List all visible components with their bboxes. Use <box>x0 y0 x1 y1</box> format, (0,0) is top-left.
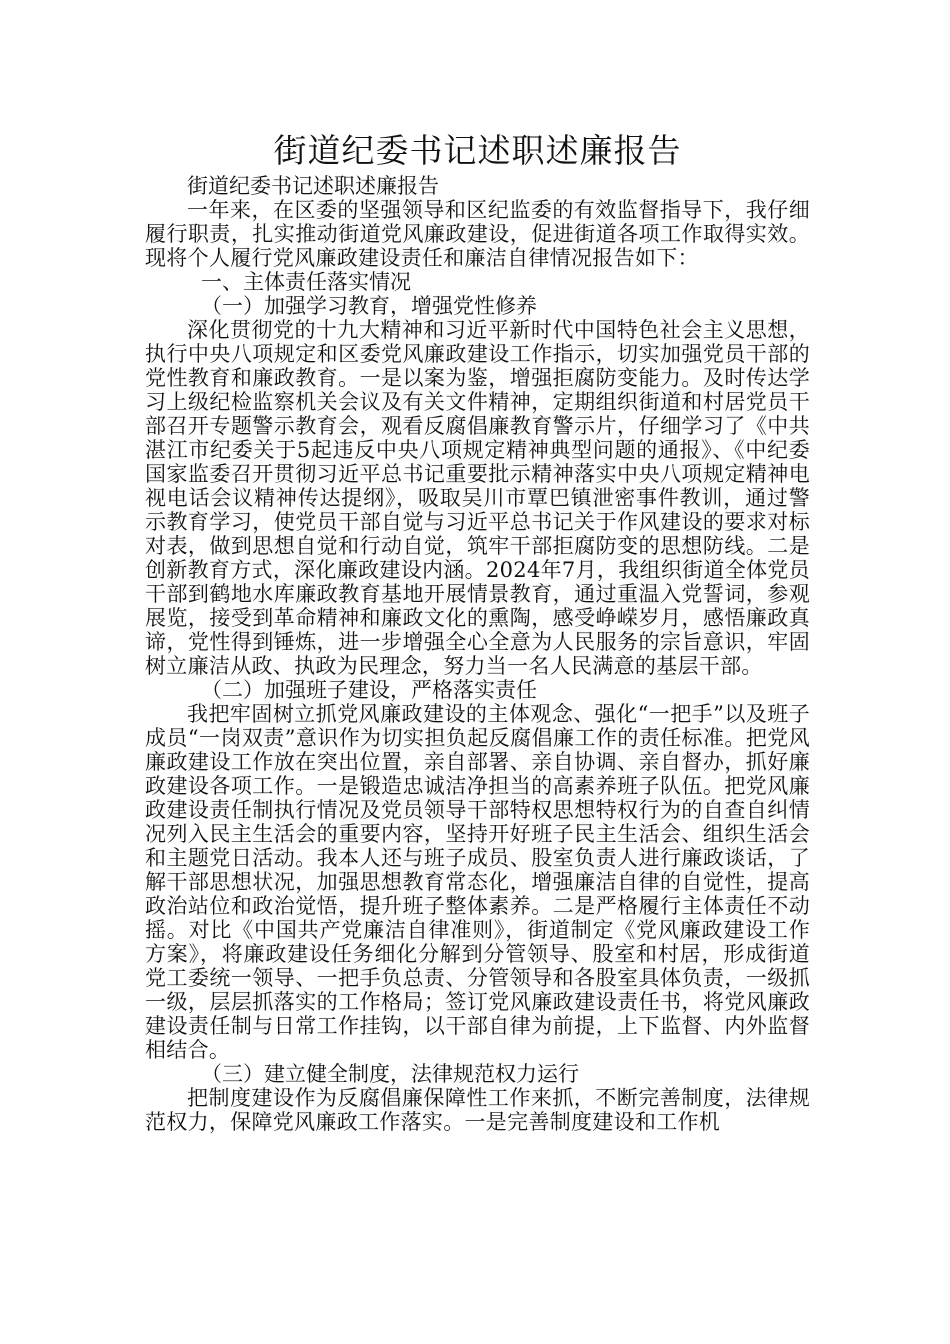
subsection-3-heading: （三）建立健全制度，法律规范权力运行 <box>201 1062 579 1086</box>
intro-paragraph: 一年来，在区委的坚强领导和区纪监委的有效监督指导下，我仔细履行职责，扎实推动街道党风廉政建设，促进街道各项工作取得实效。现将个人履行党风廉政建设责任和廉洁自律情况报告如下： <box>145 198 810 270</box>
subsection-3-body: 把制度建设作为反腐倡廉保障性工作来抓，不断完善制度，法律规范权力，保障党风廉政工作落实。一是完善制度建设和工作机 <box>145 1086 810 1134</box>
document-page <box>145 130 810 1134</box>
page-title: 街道纪委书记述职述廉报告 <box>273 131 682 170</box>
subsection-1-heading: （一）加强学习教育，增强党性修养 <box>201 294 537 318</box>
subsection-2-body: 我把牢固树立抓党风廉政建设的主体观念、强化“一把手”以及班子成员“一岗双责”意识作为切实担负起反腐倡廉工作的责任标准。把党风廉政建设工作放在突出位置，亲自部署、亲自协调、亲自督办，抓好廉政建设各项工作。一是锻造忠诚洁净担当的高素养班子队伍。把党风廉政建设责任制执行情况及党员领导干部特权思想特权行为的自查自纠情况列入民主生活会的重要内容，坚持开好班子民主生活会、组织生活会和主题党日活动。我本人还与班子成员、股室负责人进行廉政谈话，了解干部思想状况，加强思想教育常态化，增强廉洁自律的自觉性，提高政治站位和政治觉悟，提升班子整体素养。二是严格履行主体责任不动摇。对比《中国共产党廉洁自律准则》，街道制定《党风廉政建设工作方案》，将廉政建设任务细化分解到分管领导、股室和村居，形成街道党工委统一领导、一把手负总责、分管领导和各股室具体负责，一级抓一级，层层抓落实的工作格局；签订党风廉政建设责任书，将党风廉政建设责任制与日常工作挂钩，以干部自律为前提，上下监督、内外监督相结合。 <box>145 702 810 1062</box>
subsection-2-heading: （二）加强班子建设，严格落实责任 <box>201 678 537 702</box>
subsection-1-body: 深化贯彻党的十九大精神和习近平新时代中国特色社会主义思想，执行中央八项规定和区委党风廉政建设工作指示，切实加强党员干部的党性教育和廉政教育。一是以案为鉴，增强拒腐防变能力。及时传达学习上级纪检监察机关会议及有关文件精神，定期组织街道和村居党员干部召开专题警示教育会，观看反腐倡廉教育警示片，仔细学习了《中共湛江市纪委关于5起违反中央八项规定精神典型问题的通报》、《中纪委国家监委召开贯彻习近平总书记重要批示精神落实中央八项规定精神电视电话会议精神传达提纲》，吸取吴川市覃巴镇泄密事件教训，通过警示教育学习，使党员干部自觉与习近平总书记关于作风建设的要求对标对表，做到思想自觉和行动自觉，筑牢干部拒腐防变的思想防线。二是创新教育方式，深化廉政建设内涵。2024年7月，我组织街道全体党员干部到鹤地水库廉政教育基地开展情景教育，通过重温入党誓词，参观展览，接受到革命精神和廉政文化的熏陶，感受峥嵘岁月，感悟廉政真谛，党性得到锤炼，进一步增强全心全意为人民服务的宗旨意识，牢固树立廉洁从政、执政为民理念，努力当一名人民满意的基层干部。 <box>145 318 810 678</box>
document-subtitle: 街道纪委书记述职述廉报告 <box>187 174 439 198</box>
section-1-heading: 一、主体责任落实情况 <box>201 270 411 294</box>
